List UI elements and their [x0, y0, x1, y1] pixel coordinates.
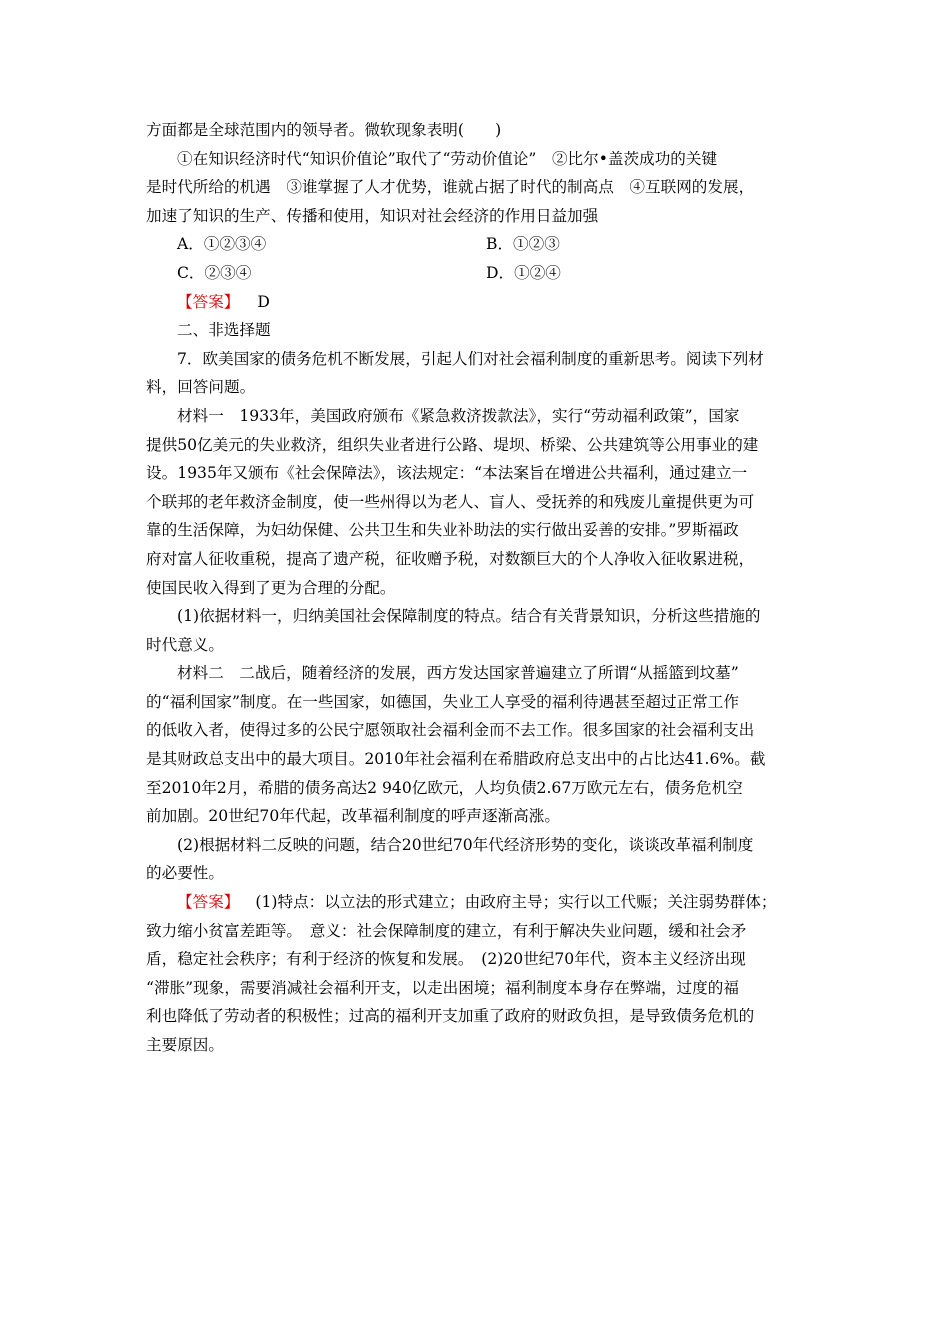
- material2-line: 的“福利国家”制度。在一些国家，如德国，失业工人享受的福利待遇甚至超过正常工作: [146, 692, 739, 711]
- q7-answer-line: “滞胀”现象，需要消减社会福利开支，以走出困境；福利制度本身存在弊端，过度的福: [146, 978, 739, 997]
- q6-statements-line: 加速了知识的生产、传播和使用，知识对社会经济的作用日益加强: [146, 206, 599, 225]
- q6-options-row: [146, 230, 810, 259]
- q7-answer-text: (1)特点：以立法的形式建立；由政府主导；实行以工代赈；关注弱势群体；: [255, 893, 777, 912]
- material1-line: 材料一 1933年，美国政府颁布《紧急救济拨款法》，实行“劳动福利政策”，国家: [177, 406, 740, 425]
- q7-answer-line: 致力缩小贫富差距等。 意义：社会保障制度的建立，有利于解决失业问题，缓和社会矛: [146, 921, 747, 940]
- answer-tag: 【答案】: [177, 292, 240, 311]
- q6-answer: [146, 288, 810, 317]
- answer-tag: 【答案】: [177, 893, 240, 912]
- material2-line: 材料二 二战后，随着经济的发展，西方发达国家普遍建立了所谓“从摇篮到坟墓”: [177, 664, 739, 683]
- q7-answer-line: 盾，稳定社会秩序；有利于经济的恢复和发展。 (2)20世纪70年代，资本主义经济出现: [146, 950, 746, 969]
- q6-option-a: A．①②③④: [177, 235, 267, 254]
- q6-option-b: B．①②③: [486, 235, 560, 254]
- q7-intro-line: 料，回答问题。: [146, 378, 256, 397]
- q6-answer-value: D: [257, 292, 270, 311]
- material2-line: 前加剧。20世纪70年代起，改革福利制度的呼声逐渐高涨。: [146, 807, 560, 826]
- question2-line: (2)根据材料二反映的问题，结合20世纪70年代经济形势的变化，谈谈改革福利制度: [177, 835, 754, 854]
- material2-line: 是其财政总支出中的最大项目。2010年社会福利在希腊政府总支出中的占比达41.6%。截: [146, 750, 766, 769]
- document-page: [146, 116, 810, 1060]
- q7-answer-first-line: [146, 888, 810, 917]
- question1-line: (1)依据材料一，归纳美国社会保障制度的特点。结合有关背景知识，分析这些措施的: [177, 607, 761, 626]
- question1-line: 时代意义。: [146, 635, 224, 654]
- q6-stem-tail: 方面都是全球范围内的领导者。微软现象表明( ): [146, 121, 502, 139]
- material2-line: 的低收入者，使得过多的公民宁愿领取社会福利金而不去工作。很多国家的社会福利支出: [146, 721, 755, 740]
- material1-line: 靠的生活保障，为妇幼保健、公共卫生和失业补助法的实行做出妥善的安排。”罗斯福政: [146, 521, 739, 540]
- material1-line: 府对富人征收重税，提高了遗产税，征收赠予税，对数额巨大的个人净收入征收累进税，: [146, 549, 755, 568]
- material2-line: 至2010年2月，希腊的债务高达2 940亿欧元，人均负债2.67万欧元左右，债务危机空: [146, 778, 743, 797]
- material1-line: 使国民收入得到了更为合理的分配。: [146, 578, 396, 597]
- material1-line: 个联邦的老年救济金制度，使一些州得以为老人、盲人、受抚养的和残废儿童提供更为可: [146, 492, 755, 511]
- q6-options-row: [146, 259, 810, 288]
- material1-line: 提供50亿美元的失业救济，组织失业者进行公路、堤坝、桥梁、公共建筑等公用事业的建: [146, 435, 759, 454]
- question2-line: 的必要性。: [146, 864, 224, 883]
- q7-answer-line: 利也降低了劳动者的积极性；过高的福利开支加重了政府的财政负担，是导致债务危机的: [146, 1007, 755, 1026]
- q6-statements-line: ①在知识经济时代“知识价值论”取代了“劳动价值论” ②比尔•盖茨成功的关键: [177, 149, 718, 168]
- q6-option-d: D．①②④: [486, 263, 561, 282]
- q6-statements-line: 是时代所给的机遇 ③谁掌握了人才优势，谁就占据了时代的制高点 ④互联网的发展，: [146, 178, 755, 197]
- q7-answer-line: 主要原因。: [146, 1036, 224, 1054]
- q6-option-c: C．②③④: [177, 263, 252, 282]
- section-title: 二、非选择题: [177, 321, 271, 340]
- material1-line: 设。1935年又颁布《社会保障法》，该法规定：“本法案旨在增进公共福利，通过建立一: [146, 464, 748, 483]
- q7-intro-line: 7．欧美国家的债务危机不断发展，引起人们对社会福利制度的重新思考。阅读下列材: [177, 349, 764, 368]
